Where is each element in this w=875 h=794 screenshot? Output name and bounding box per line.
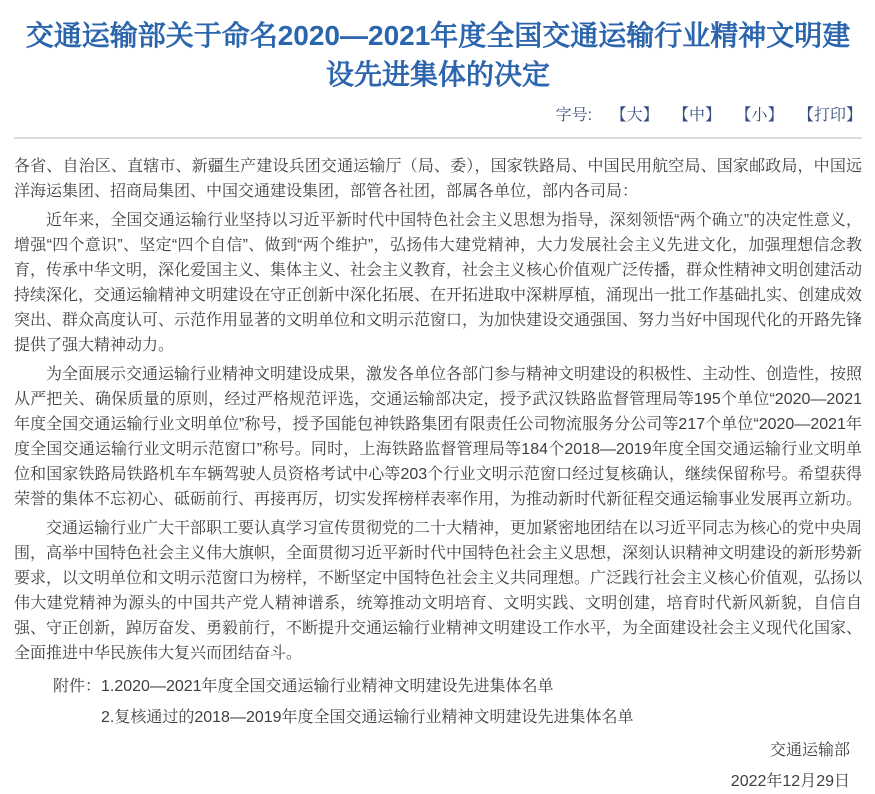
body-paragraph-1: 近年来，全国交通运输行业坚持以习近平新时代中国特色社会主义思想为指导，深刻领悟“两个确立”的决定性意义，增强“四个意识”、坚定“四个自信”、做到“两个维护”，弘扬伟大建党精神，大力发展社会主义先进文化，加强理想信念教育，传承中华文明，深化爱国主义、集体主义、社会主义教育，社会主义核心价值观广泛传播，群众性精神文明创建活动持续深化，交通运输精神文明建设在守正创新中深化拓展、在开拓进取中深耕厚植，涌现出一批工作基础扎实、创建成效突出、群众高度认可、示范作用显著的文明单位和文明示范窗口，为加快建设交通强国、努力当好中国现代化的开路先锋提供了强大精神动力。	[14, 212, 863, 354]
issuing-authority: 交通运输部	[769, 742, 850, 759]
font-size-small-button[interactable]: 【小】	[735, 107, 784, 124]
print-button[interactable]: 【打印】	[797, 107, 862, 124]
attachment-line-1: 附件：1.2020—2021年度全国交通运输行业精神文明建设先进集体名单	[53, 678, 554, 695]
body-paragraph-2: 为全面展示交通运输行业精神文明建设成果，激发各单位各部门参与精神文明建设的积极性、主动性、创造性，按照从严把关、确保质量的原则，经过严格规范评选，交通运输部决定，授予武汉铁路监督管理局等195个单位“2020—2021年度全国交通运输行业文明单位”称号，授予国能包神铁路集团有限责任公司物流服务分公司等217个单位“2020—2021年度全国交通运输行业文明示范窗口”称号。同时，上海铁路监督管理局等184个2018—2019年度全国交通运输行业文明单位和国家铁路局铁路机车车辆驾驶人员资格考试中心等203个行业文明示范窗口经过复核确认，继续保留称号。希望获得荣誉的集体不忘初心、砥砺前行、再接再厉，切实发挥榜样表率作用，为推动新时代新征程交通运输事业发展再立新功。	[14, 366, 863, 508]
document-page	[0, 16, 875, 794]
font-size-label: 字号:	[555, 107, 593, 124]
attachment-line-2: 2.复核通过的2018—2019年度全国交通运输行业精神文明建设先进集体名单	[101, 709, 634, 726]
title-divider	[14, 137, 862, 139]
body-paragraph-3: 交通运输行业广大干部职工要认真学习宣传贯彻党的二十大精神，更加紧密地团结在以习近平同志为核心的党中央周围，高举中国特色社会主义伟大旗帜，全面贯彻习近平新时代中国特色社会主义思想，深刻认识精神文明建设的新形势新要求，以文明单位和文明示范窗口为榜样，不断坚定中国特色社会主义共同理想。广泛践行社会主义核心价值观，弘扬以伟大建党精神为源头的中国共产党人精神谱系，统筹推动文明培育、文明实践、文明创建，培育时代新风新貌，自信自强、守正创新，踔厉奋发、勇毅前行，不断提升交通运输行业精神文明建设工作水平，为全面建设社会主义现代化国家、全面推进中华民族伟大复兴而团结奋斗。	[14, 520, 863, 662]
document-body	[14, 154, 862, 794]
recipients-paragraph: 各省、自治区、直辖市、新疆生产建设兵团交通运输厅（局、委），国家铁路局、中国民用航空局、国家邮政局，中国远洋海运集团、招商局集团、中国交通建设集团，部管各社团，部属各单位，部内各司局：	[14, 158, 862, 200]
font-size-bar	[14, 107, 862, 125]
page-title: 交通运输部关于命名2020—2021年度全国交通运输行业精神文明建设先进集体的决定	[25, 20, 851, 90]
document-date: 2022年12月29日	[730, 773, 850, 790]
font-size-medium-button[interactable]: 【中】	[673, 107, 722, 124]
font-size-large-button[interactable]: 【大】	[610, 107, 659, 124]
